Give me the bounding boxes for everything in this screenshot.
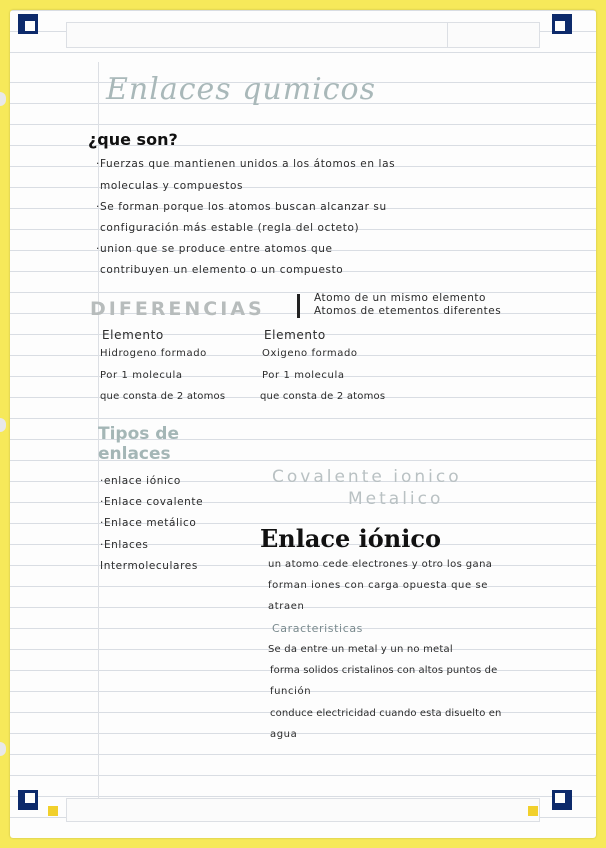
definition-line: Atomo de un mismo elemento	[314, 292, 486, 304]
ionico-line: un atomo cede electrones y otro los gana	[268, 559, 493, 570]
caracteristica-line: conduce electricidad cuando esta disuelto en	[270, 708, 502, 719]
header-band	[66, 22, 540, 48]
enlace-ionico-heading: Enlace iónico	[260, 524, 441, 553]
que-son-line: contribuyen un elemento o un compuesto	[100, 264, 344, 276]
binder-hole	[0, 92, 6, 106]
caracteristica-line: Se da entre un metal y un no metal	[268, 644, 453, 655]
column-line-right: Oxigeno formado	[262, 348, 358, 359]
column-line-left: Por 1 molecula	[100, 370, 183, 381]
tipos-item: ·enlace iónico	[100, 475, 181, 487]
column-label-left: Elemento	[102, 328, 164, 342]
que-son-line: ·union que se produce entre atomos que	[96, 243, 333, 255]
column-label-right: Elemento	[264, 328, 326, 342]
column-line-left: Hidrogeno formado	[100, 348, 207, 359]
tipos-heading	[98, 424, 179, 464]
que-son-line: moleculas y compuestos	[100, 180, 244, 192]
tipos-item: ·Enlace metálico	[100, 517, 197, 529]
que-son-line: ·Se forman porque los atomos buscan alcanzar su	[96, 201, 387, 213]
caracteristica-line: forma solidos cristalinos con altos puntos de	[270, 665, 498, 676]
definition-line: Atomos de etementos diferentes	[314, 305, 502, 317]
que-son-line: configuración más estable (regla del octeto)	[100, 222, 360, 234]
binder-hole	[0, 742, 6, 756]
binder-hole	[0, 418, 6, 432]
corner-mark-top-left	[18, 14, 38, 34]
types-side-note	[272, 466, 462, 510]
caracteristicas-subheading: Caracteristicas	[272, 622, 364, 635]
tipos-item: ·Enlaces	[100, 539, 149, 551]
marker-dot-right	[528, 806, 538, 816]
caracteristica-line: agua	[270, 729, 298, 740]
definition-bracket	[297, 294, 300, 318]
tipos-item: ·Enlace covalente	[100, 496, 204, 508]
tipos-heading-line: Tipos de	[98, 424, 180, 444]
que-son-line: ·Fuerzas que mantienen unidos a los átomos en las	[96, 158, 396, 170]
column-line-right: Por 1 molecula	[262, 370, 345, 381]
types-side-line: Covalente ionico	[272, 467, 462, 487]
diferencias-heading: DIFERENCIAS	[90, 298, 265, 320]
marker-dot-left	[48, 806, 58, 816]
corner-mark-top-right	[552, 14, 572, 34]
corner-mark-bottom-right	[552, 790, 572, 810]
page-title: Enlaces qumicos	[106, 72, 377, 107]
caracteristica-line: función	[270, 686, 312, 697]
types-side-line: Metalico	[348, 489, 444, 509]
column-line-right: que consta de 2 atomos	[260, 391, 386, 402]
corner-mark-bottom-left	[18, 790, 38, 810]
footer-band	[66, 798, 540, 822]
que-son-heading: ¿que son?	[88, 130, 178, 149]
column-line-left: que consta de 2 atomos	[100, 391, 226, 402]
tipos-heading-line: enlaces	[98, 444, 171, 464]
tipos-item: Intermoleculares	[100, 560, 198, 572]
ionico-line: atraen	[268, 601, 305, 612]
ionico-line: forman iones con carga opuesta que se	[268, 580, 489, 591]
